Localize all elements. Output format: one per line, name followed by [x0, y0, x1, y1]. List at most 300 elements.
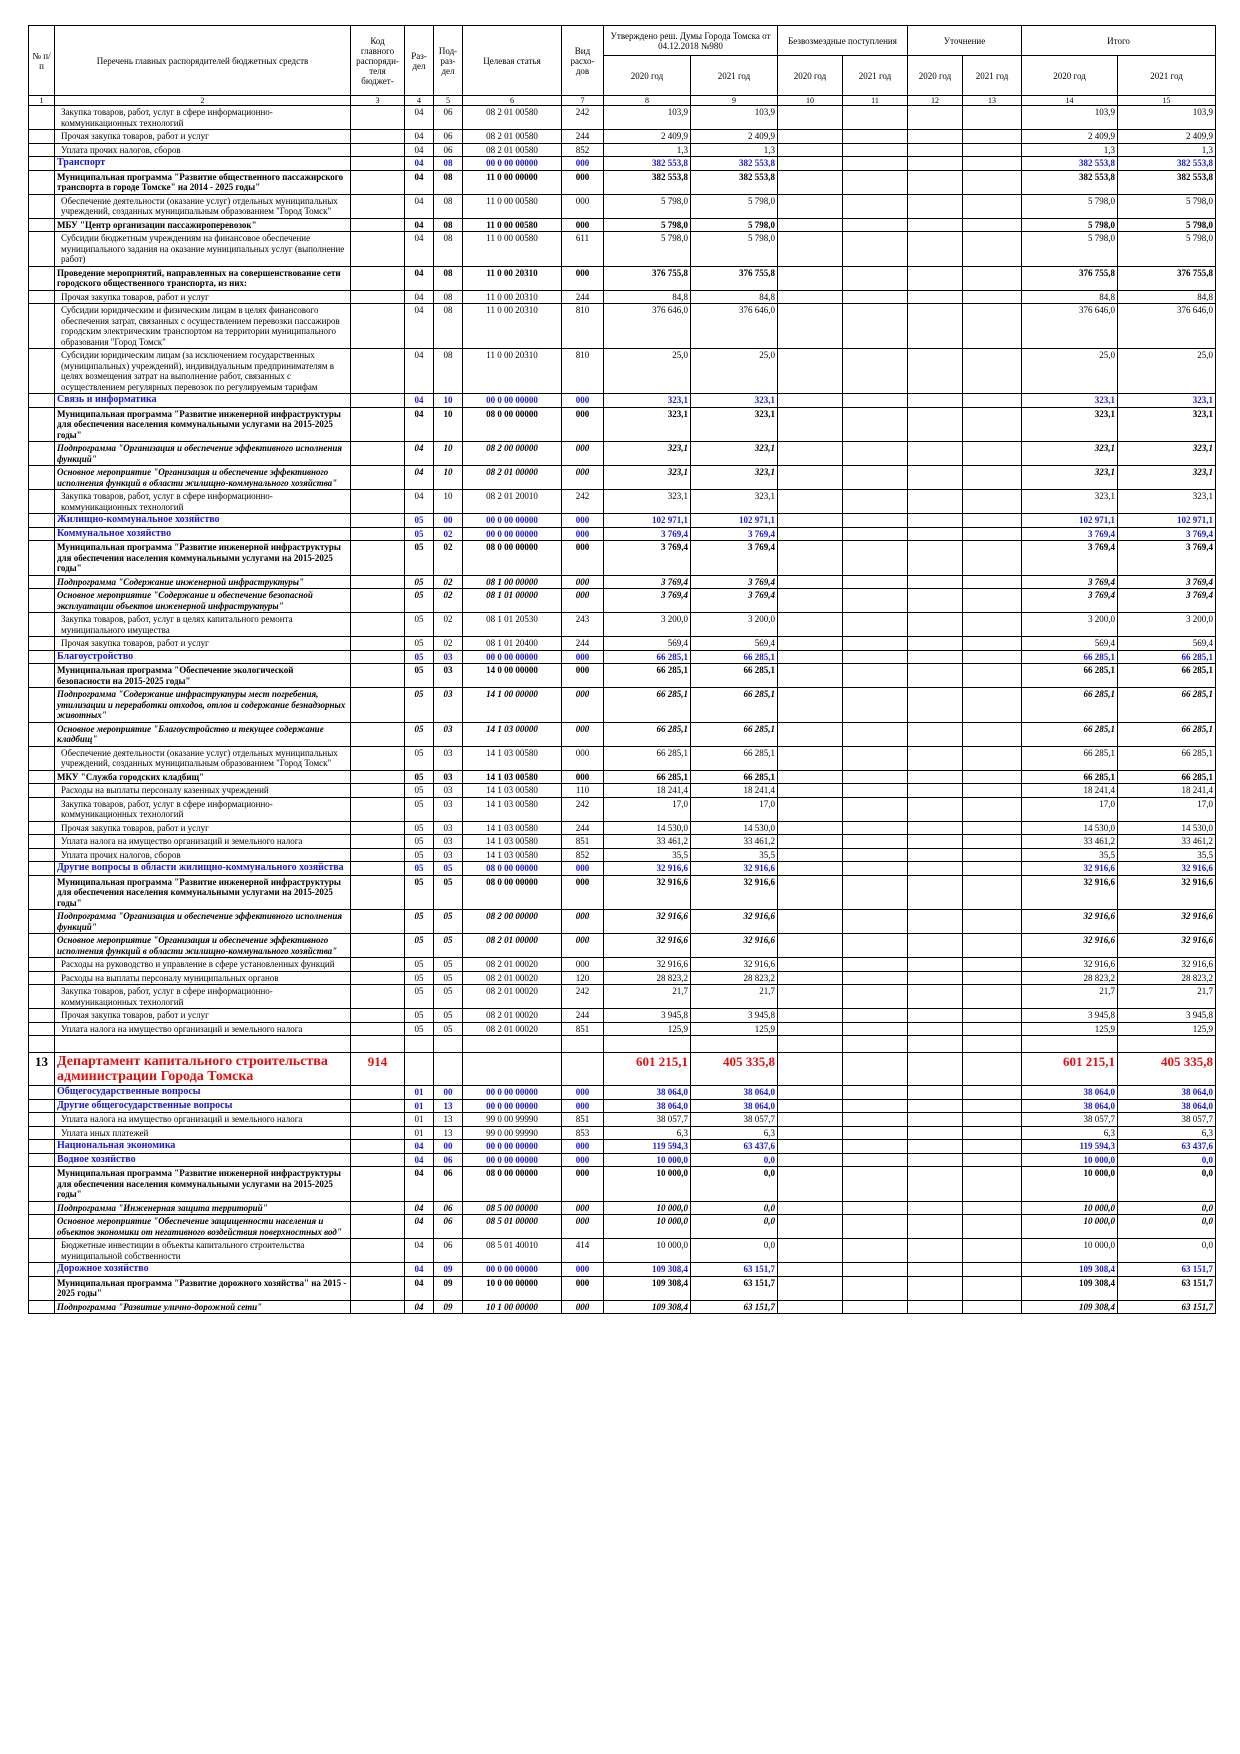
cell-approved-2021: 569,4 — [691, 637, 778, 651]
column-number: 4 — [405, 96, 434, 106]
cell-number — [29, 1263, 55, 1277]
cell-grants-2020 — [778, 613, 843, 637]
cell-section: 04 — [405, 106, 434, 130]
cell-total-2021: 323,1 — [1118, 490, 1216, 514]
cell-name: Муниципальная программа "Развитие инженерной инфраструктуры для обеспечения населения коммунальными услугами на 2015-2025 годы" — [55, 1167, 351, 1202]
cell-admin-code — [351, 1263, 405, 1277]
column-number: 9 — [691, 96, 778, 106]
cell-total-2020: 382 553,8 — [1022, 170, 1118, 194]
cell-total-2021: 125,9 — [1118, 1022, 1216, 1036]
cell-clarification-2020 — [908, 875, 963, 910]
cell-grants-2020 — [778, 1053, 843, 1086]
cell-expense-type: 810 — [562, 304, 604, 349]
table-row — [29, 971, 1216, 985]
cell-admin-code — [351, 862, 405, 876]
cell-clarification-2021 — [963, 541, 1022, 576]
cell-number — [29, 130, 55, 144]
table-row — [29, 1263, 1216, 1277]
cell-total-2021: 66 285,1 — [1118, 650, 1216, 664]
cell-grants-2020 — [778, 106, 843, 130]
cell-section: 04 — [405, 1153, 434, 1167]
cell-grants-2021 — [843, 637, 908, 651]
table-row — [29, 1153, 1216, 1167]
cell-total-2021: 103,9 — [1118, 106, 1216, 130]
cell-clarification-2020 — [908, 157, 963, 171]
table-row — [29, 1053, 1216, 1086]
cell-subsection: 10 — [434, 442, 463, 466]
cell-approved-2021: 3 769,4 — [691, 527, 778, 541]
cell-admin-code — [351, 1022, 405, 1036]
cell-target-item: 00 0 00 00000 — [463, 527, 562, 541]
cell-section: 05 — [405, 637, 434, 651]
cell-admin-code — [351, 194, 405, 218]
cell-section: 04 — [405, 143, 434, 157]
cell-grants-2020 — [778, 527, 843, 541]
cell-number — [29, 1153, 55, 1167]
cell-total-2021: 21,7 — [1118, 985, 1216, 1009]
cell-approved-2021: 0,0 — [691, 1167, 778, 1202]
cell-expense-type: 000 — [562, 875, 604, 910]
cell-total-2020: 28 823,2 — [1022, 971, 1118, 985]
cell-number — [29, 490, 55, 514]
cell-name: Муниципальная программа "Развитие инженерной инфраструктуры для обеспечения населения коммунальными услугами на 2015-2025 годы" — [55, 541, 351, 576]
cell-admin-code — [351, 971, 405, 985]
cell-grants-2020 — [778, 575, 843, 589]
cell-approved-2020: 10 000,0 — [604, 1153, 691, 1167]
cell-grants-2021 — [843, 985, 908, 1009]
cell-total-2021: 35,5 — [1118, 848, 1216, 862]
cell-clarification-2020 — [908, 218, 963, 232]
table-row — [29, 688, 1216, 723]
table-row — [29, 232, 1216, 267]
cell-section: 04 — [405, 407, 434, 442]
cell-target-item: 11 0 00 00000 — [463, 170, 562, 194]
cell-section: 05 — [405, 910, 434, 934]
cell-admin-code — [351, 1036, 405, 1053]
cell-name: Связь и информатика — [55, 394, 351, 408]
cell-number — [29, 722, 55, 746]
cell-clarification-2021 — [963, 1022, 1022, 1036]
cell-section: 04 — [405, 349, 434, 394]
cell-admin-code — [351, 985, 405, 1009]
cell-subsection: 06 — [434, 1239, 463, 1263]
cell-expense-type: 000 — [562, 394, 604, 408]
cell-admin-code — [351, 1215, 405, 1239]
cell-total-2021: 33 461,2 — [1118, 835, 1216, 849]
cell-section: 01 — [405, 1099, 434, 1113]
cell-admin-code — [351, 266, 405, 290]
cell-name: Другие вопросы в области жилищно-коммунального хозяйства — [55, 862, 351, 876]
cell-subsection: 10 — [434, 407, 463, 442]
cell-approved-2020: 3 200,0 — [604, 613, 691, 637]
cell-total-2020: 66 285,1 — [1022, 746, 1118, 770]
cell-name: Благоустройство — [55, 650, 351, 664]
table-header — [29, 26, 1216, 106]
cell-grants-2020 — [778, 157, 843, 171]
cell-grants-2020 — [778, 1099, 843, 1113]
cell-grants-2020 — [778, 1300, 843, 1314]
cell-admin-code — [351, 722, 405, 746]
cell-total-2021: 32 916,6 — [1118, 958, 1216, 972]
budget-table — [28, 25, 1216, 1314]
cell-target-item: 11 0 00 20310 — [463, 304, 562, 349]
cell-subsection — [434, 1036, 463, 1053]
cell-grants-2021 — [843, 862, 908, 876]
cell-number — [29, 1086, 55, 1100]
cell-total-2020: 323,1 — [1022, 490, 1118, 514]
cell-target-item: 11 0 00 00580 — [463, 232, 562, 267]
cell-expense-type: 242 — [562, 490, 604, 514]
cell-number — [29, 1140, 55, 1154]
cell-target-item: 14 1 03 00580 — [463, 848, 562, 862]
table-row — [29, 1113, 1216, 1127]
table-row — [29, 407, 1216, 442]
cell-total-2021: 38 064,0 — [1118, 1099, 1216, 1113]
cell-grants-2021 — [843, 1022, 908, 1036]
cell-admin-code — [351, 1126, 405, 1140]
cell-total-2021: 382 553,8 — [1118, 170, 1216, 194]
cell-number — [29, 688, 55, 723]
cell-approved-2020: 17,0 — [604, 797, 691, 821]
cell-clarification-2021 — [963, 527, 1022, 541]
header-year-2021: 2021 год — [963, 56, 1022, 96]
cell-clarification-2020 — [908, 1167, 963, 1202]
cell-name: МБУ "Центр организации пассажироперевозок" — [55, 218, 351, 232]
cell-approved-2020: 32 916,6 — [604, 934, 691, 958]
cell-clarification-2021 — [963, 971, 1022, 985]
cell-expense-type: 414 — [562, 1239, 604, 1263]
cell-target-item: 08 2 01 00000 — [463, 934, 562, 958]
column-number: 8 — [604, 96, 691, 106]
cell-number — [29, 575, 55, 589]
table-row — [29, 722, 1216, 746]
cell-admin-code — [351, 1276, 405, 1300]
cell-total-2020: 323,1 — [1022, 407, 1118, 442]
cell-grants-2021 — [843, 304, 908, 349]
cell-total-2020: 18 241,4 — [1022, 784, 1118, 798]
cell-subsection: 08 — [434, 290, 463, 304]
cell-total-2020: 3 769,4 — [1022, 589, 1118, 613]
column-number: 15 — [1118, 96, 1216, 106]
cell-clarification-2020 — [908, 266, 963, 290]
cell-clarification-2020 — [908, 1201, 963, 1215]
cell-name: Муниципальная программа "Обеспечение экологической безопасности на 2015-2025 годы" — [55, 664, 351, 688]
cell-subsection: 03 — [434, 664, 463, 688]
cell-target-item: 08 2 01 00020 — [463, 1009, 562, 1023]
cell-section: 05 — [405, 934, 434, 958]
cell-subsection: 05 — [434, 934, 463, 958]
cell-total-2020: 21,7 — [1022, 985, 1118, 1009]
cell-total-2021: 66 285,1 — [1118, 688, 1216, 723]
cell-total-2020: 10 000,0 — [1022, 1215, 1118, 1239]
table-row — [29, 1215, 1216, 1239]
cell-total-2020: 32 916,6 — [1022, 934, 1118, 958]
table-row — [29, 934, 1216, 958]
cell-total-2020: 109 308,4 — [1022, 1300, 1118, 1314]
cell-section: 05 — [405, 527, 434, 541]
cell-expense-type: 000 — [562, 1153, 604, 1167]
cell-name: Проведение мероприятий, направленных на совершенствование сети городского общественного транспорта, из них: — [55, 266, 351, 290]
cell-total-2021: 0,0 — [1118, 1153, 1216, 1167]
cell-target-item: 14 1 03 00580 — [463, 821, 562, 835]
cell-approved-2021: 6,3 — [691, 1126, 778, 1140]
cell-approved-2021: 38 057,7 — [691, 1113, 778, 1127]
cell-grants-2020 — [778, 1126, 843, 1140]
cell-clarification-2021 — [963, 664, 1022, 688]
cell-expense-type: 000 — [562, 770, 604, 784]
cell-approved-2021: 323,1 — [691, 466, 778, 490]
cell-name: Расходы на выплаты персоналу муниципальных органов — [55, 971, 351, 985]
table-row — [29, 466, 1216, 490]
cell-section: 05 — [405, 821, 434, 835]
cell-approved-2021: 35,5 — [691, 848, 778, 862]
cell-clarification-2021 — [963, 848, 1022, 862]
cell-name: Транспорт — [55, 157, 351, 171]
cell-name: Прочая закупка товаров, работ и услуг — [55, 130, 351, 144]
cell-total-2020: 25,0 — [1022, 349, 1118, 394]
cell-clarification-2020 — [908, 349, 963, 394]
cell-grants-2020 — [778, 770, 843, 784]
cell-subsection: 03 — [434, 797, 463, 821]
cell-target-item: 14 1 03 00580 — [463, 784, 562, 798]
cell-total-2020: 3 769,4 — [1022, 575, 1118, 589]
cell-subsection — [434, 1053, 463, 1086]
cell-approved-2021: 1,3 — [691, 143, 778, 157]
cell-target-item: 08 2 01 20010 — [463, 490, 562, 514]
header-clarification: Уточнение — [908, 26, 1022, 56]
cell-clarification-2021 — [963, 722, 1022, 746]
table-row — [29, 514, 1216, 528]
table-row — [29, 985, 1216, 1009]
cell-name: Закупка товаров, работ, услуг в целях капитального ремонта муниципального имущества — [55, 613, 351, 637]
cell-subsection: 08 — [434, 349, 463, 394]
cell-clarification-2020 — [908, 971, 963, 985]
header-total: Итого — [1022, 26, 1216, 56]
cell-expense-type: 000 — [562, 1201, 604, 1215]
cell-admin-code — [351, 290, 405, 304]
table-row — [29, 541, 1216, 576]
cell-approved-2021: 323,1 — [691, 490, 778, 514]
cell-name: Другие общегосударственные вопросы — [55, 1099, 351, 1113]
cell-admin-code — [351, 688, 405, 723]
cell-total-2020: 32 916,6 — [1022, 910, 1118, 934]
cell-grants-2021 — [843, 541, 908, 576]
cell-total-2020: 38 057,7 — [1022, 1113, 1118, 1127]
cell-expense-type: 242 — [562, 985, 604, 1009]
cell-approved-2020: 109 308,4 — [604, 1276, 691, 1300]
cell-clarification-2020 — [908, 1153, 963, 1167]
cell-clarification-2020 — [908, 958, 963, 972]
cell-clarification-2021 — [963, 650, 1022, 664]
cell-approved-2020: 32 916,6 — [604, 910, 691, 934]
cell-approved-2021: 32 916,6 — [691, 910, 778, 934]
cell-name: Уплата прочих налогов, сборов — [55, 143, 351, 157]
cell-approved-2021: 376 755,8 — [691, 266, 778, 290]
cell-grants-2021 — [843, 784, 908, 798]
cell-number — [29, 304, 55, 349]
cell-expense-type: 000 — [562, 688, 604, 723]
cell-section: 04 — [405, 194, 434, 218]
cell-subsection: 08 — [434, 157, 463, 171]
cell-total-2020: 32 916,6 — [1022, 875, 1118, 910]
column-number: 2 — [55, 96, 351, 106]
cell-clarification-2021 — [963, 797, 1022, 821]
cell-approved-2020: 323,1 — [604, 394, 691, 408]
cell-grants-2020 — [778, 835, 843, 849]
cell-approved-2020: 102 971,1 — [604, 514, 691, 528]
cell-number — [29, 1276, 55, 1300]
cell-target-item: 00 0 00 00000 — [463, 650, 562, 664]
cell-subsection: 08 — [434, 232, 463, 267]
table-row — [29, 875, 1216, 910]
cell-clarification-2021 — [963, 934, 1022, 958]
column-number: 13 — [963, 96, 1022, 106]
cell-expense-type: 000 — [562, 527, 604, 541]
cell-section: 05 — [405, 746, 434, 770]
table-row — [29, 157, 1216, 171]
cell-approved-2021: 32 916,6 — [691, 934, 778, 958]
cell-grants-2020 — [778, 194, 843, 218]
column-number: 14 — [1022, 96, 1118, 106]
cell-section: 04 — [405, 218, 434, 232]
cell-clarification-2020 — [908, 527, 963, 541]
cell-clarification-2021 — [963, 1167, 1022, 1202]
cell-clarification-2020 — [908, 688, 963, 723]
cell-name: Закупка товаров, работ, услуг в сфере информационно-коммуникационных технологий — [55, 490, 351, 514]
cell-clarification-2021 — [963, 688, 1022, 723]
cell-grants-2021 — [843, 1036, 908, 1053]
cell-expense-type — [562, 1036, 604, 1053]
cell-approved-2021: 0,0 — [691, 1153, 778, 1167]
cell-target-item: 08 2 00 00000 — [463, 442, 562, 466]
cell-number: 13 — [29, 1053, 55, 1086]
cell-section: 01 — [405, 1086, 434, 1100]
cell-target-item: 00 0 00 00000 — [463, 1153, 562, 1167]
cell-clarification-2020 — [908, 394, 963, 408]
cell-name: Дорожное хозяйство — [55, 1263, 351, 1277]
cell-clarification-2020 — [908, 1276, 963, 1300]
cell-admin-code — [351, 575, 405, 589]
cell-subsection: 03 — [434, 835, 463, 849]
cell-grants-2021 — [843, 1113, 908, 1127]
cell-expense-type: 244 — [562, 290, 604, 304]
cell-clarification-2021 — [963, 1113, 1022, 1127]
cell-target-item: 00 0 00 00000 — [463, 157, 562, 171]
cell-total-2020: 3 769,4 — [1022, 541, 1118, 576]
cell-target-item: 00 0 00 00000 — [463, 514, 562, 528]
cell-target-item: 08 1 01 00000 — [463, 589, 562, 613]
cell-grants-2021 — [843, 514, 908, 528]
cell-clarification-2020 — [908, 862, 963, 876]
cell-grants-2021 — [843, 835, 908, 849]
cell-admin-code — [351, 613, 405, 637]
cell-clarification-2020 — [908, 1099, 963, 1113]
cell-clarification-2020 — [908, 664, 963, 688]
cell-subsection: 05 — [434, 971, 463, 985]
cell-admin-code — [351, 1153, 405, 1167]
cell-admin-code — [351, 514, 405, 528]
cell-total-2021: 17,0 — [1118, 797, 1216, 821]
column-number: 11 — [843, 96, 908, 106]
cell-target-item: 00 0 00 00000 — [463, 1140, 562, 1154]
cell-total-2021: 323,1 — [1118, 442, 1216, 466]
cell-total-2021: 3 945,8 — [1118, 1009, 1216, 1023]
cell-subsection: 03 — [434, 848, 463, 862]
cell-approved-2020: 376 646,0 — [604, 304, 691, 349]
cell-approved-2021: 0,0 — [691, 1239, 778, 1263]
cell-grants-2021 — [843, 1140, 908, 1154]
cell-approved-2021: 17,0 — [691, 797, 778, 821]
cell-clarification-2021 — [963, 1201, 1022, 1215]
cell-approved-2020: 38 064,0 — [604, 1099, 691, 1113]
cell-admin-code — [351, 848, 405, 862]
cell-clarification-2021 — [963, 784, 1022, 798]
cell-total-2020: 14 530,0 — [1022, 821, 1118, 835]
cell-expense-type: 810 — [562, 349, 604, 394]
cell-approved-2020: 3 769,4 — [604, 541, 691, 576]
column-number: 5 — [434, 96, 463, 106]
table-row — [29, 784, 1216, 798]
cell-approved-2020: 66 285,1 — [604, 746, 691, 770]
cell-number — [29, 170, 55, 194]
cell-name: Закупка товаров, работ, услуг в сфере информационно-коммуникационных технологий — [55, 985, 351, 1009]
cell-clarification-2021 — [963, 514, 1022, 528]
cell-approved-2021: 5 798,0 — [691, 218, 778, 232]
table-row — [29, 1276, 1216, 1300]
cell-grants-2020 — [778, 170, 843, 194]
header-year-2020: 2020 год — [1022, 56, 1118, 96]
cell-clarification-2020 — [908, 466, 963, 490]
cell-admin-code — [351, 934, 405, 958]
cell-total-2020: 323,1 — [1022, 442, 1118, 466]
cell-expense-type: 000 — [562, 466, 604, 490]
cell-subsection: 02 — [434, 575, 463, 589]
cell-approved-2021: 405 335,8 — [691, 1053, 778, 1086]
cell-total-2020: 10 000,0 — [1022, 1153, 1118, 1167]
cell-subsection: 06 — [434, 1153, 463, 1167]
cell-admin-code — [351, 770, 405, 784]
table-row — [29, 613, 1216, 637]
cell-clarification-2021 — [963, 985, 1022, 1009]
cell-target-item: 08 2 01 00580 — [463, 143, 562, 157]
cell-subsection: 06 — [434, 1201, 463, 1215]
cell-target-item: 08 2 01 00020 — [463, 958, 562, 972]
cell-section: 01 — [405, 1126, 434, 1140]
cell-name: Закупка товаров, работ, услуг в сфере информационно-коммуникационных технологий — [55, 106, 351, 130]
cell-number — [29, 442, 55, 466]
cell-section — [405, 1053, 434, 1086]
cell-approved-2021: 25,0 — [691, 349, 778, 394]
cell-clarification-2020 — [908, 835, 963, 849]
cell-target-item: 08 0 00 00000 — [463, 862, 562, 876]
cell-expense-type: 000 — [562, 958, 604, 972]
cell-admin-code — [351, 1167, 405, 1202]
cell-grants-2021 — [843, 770, 908, 784]
cell-grants-2021 — [843, 466, 908, 490]
cell-grants-2021 — [843, 1276, 908, 1300]
cell-subsection: 06 — [434, 143, 463, 157]
cell-expense-type: 000 — [562, 589, 604, 613]
cell-target-item: 08 1 00 00000 — [463, 575, 562, 589]
cell-approved-2021: 66 285,1 — [691, 650, 778, 664]
cell-clarification-2021 — [963, 613, 1022, 637]
cell-target-item: 10 0 00 00000 — [463, 1276, 562, 1300]
cell-total-2021: 376 755,8 — [1118, 266, 1216, 290]
cell-expense-type: 000 — [562, 194, 604, 218]
cell-total-2021: 38 064,0 — [1118, 1086, 1216, 1100]
cell-target-item: 00 0 00 00000 — [463, 1086, 562, 1100]
cell-number — [29, 541, 55, 576]
